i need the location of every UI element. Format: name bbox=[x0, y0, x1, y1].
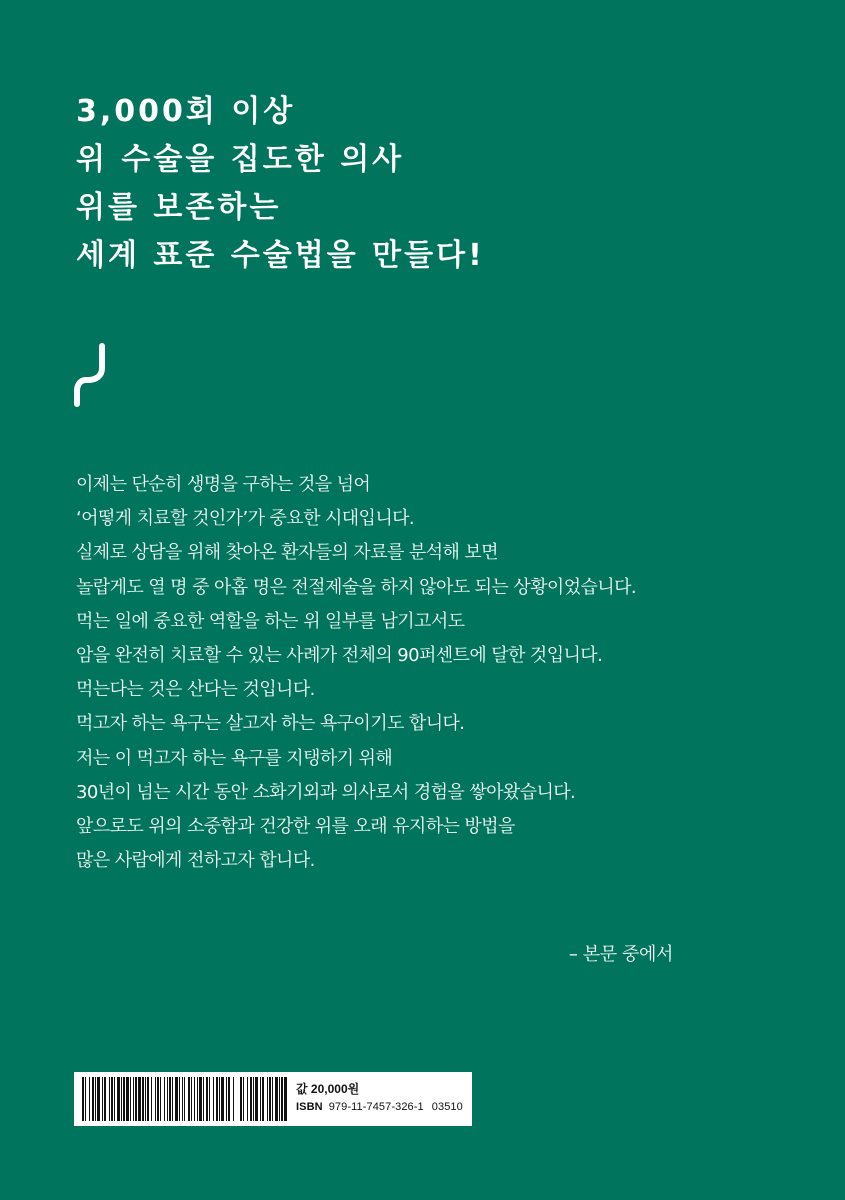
body-line: 놀랍게도 열 명 중 아홉 명은 전절제술을 하지 않아도 되는 상황이었습니다. bbox=[76, 576, 636, 598]
headline-line-3: 위를 보존하는 bbox=[76, 190, 282, 225]
publisher-logo-icon bbox=[72, 340, 106, 410]
body-text bbox=[76, 468, 716, 878]
body-line: ‘어떻게 치료할 것인가’가 중요한 시대입니다. bbox=[76, 508, 415, 530]
body-line: 30년이 넘는 시간 동안 소화기외과 의사로서 경험을 쌓아왔습니다. bbox=[76, 781, 576, 803]
headline-line-4: 세계 표준 수술법을 만들다! bbox=[76, 238, 485, 273]
body-line: 먹는 일에 중요한 역할을 하는 위 일부를 남기고서도 bbox=[76, 610, 465, 632]
body-line: 많은 사람에게 전하고자 합니다. bbox=[76, 850, 315, 872]
headline-line-2: 위 수술을 집도한 의사 bbox=[76, 142, 405, 177]
body-line: 앞으로도 위의 소중함과 건강한 위를 오래 유지하는 방법을 bbox=[76, 816, 515, 838]
headline-line-1: 3,000회 이상 bbox=[76, 94, 296, 129]
isbn-line bbox=[296, 1098, 463, 1116]
price-info bbox=[296, 1081, 463, 1116]
body-line: 이제는 단순히 생명을 구하는 것을 넘어 bbox=[76, 474, 371, 495]
price-label: 값 20,000원 bbox=[296, 1082, 360, 1096]
body-line: 실제로 상담을 위해 찾아온 환자들의 자료를 분석해 보면 bbox=[76, 542, 498, 564]
body-line: 먹는다는 것은 산다는 것입니다. bbox=[76, 679, 315, 701]
source-attribution: – 본문 중에서 bbox=[568, 944, 673, 965]
isbn-addon: 03510 bbox=[431, 1101, 463, 1113]
headline bbox=[76, 88, 485, 280]
isbn-number: 979-11-7457-326-1 bbox=[328, 1101, 424, 1113]
body-line: 암을 완전히 치료할 수 있는 사례가 전체의 90퍼센트에 달한 것입니다. bbox=[76, 645, 603, 667]
barcode-icon bbox=[82, 1077, 288, 1121]
body-line: 먹고자 하는 욕구는 살고자 하는 욕구이기도 합니다. bbox=[76, 713, 465, 735]
body-line: 저는 이 먹고자 하는 욕구를 지탱하기 위해 bbox=[76, 747, 393, 769]
barcode-panel bbox=[74, 1072, 472, 1126]
isbn-label: ISBN bbox=[296, 1101, 323, 1113]
